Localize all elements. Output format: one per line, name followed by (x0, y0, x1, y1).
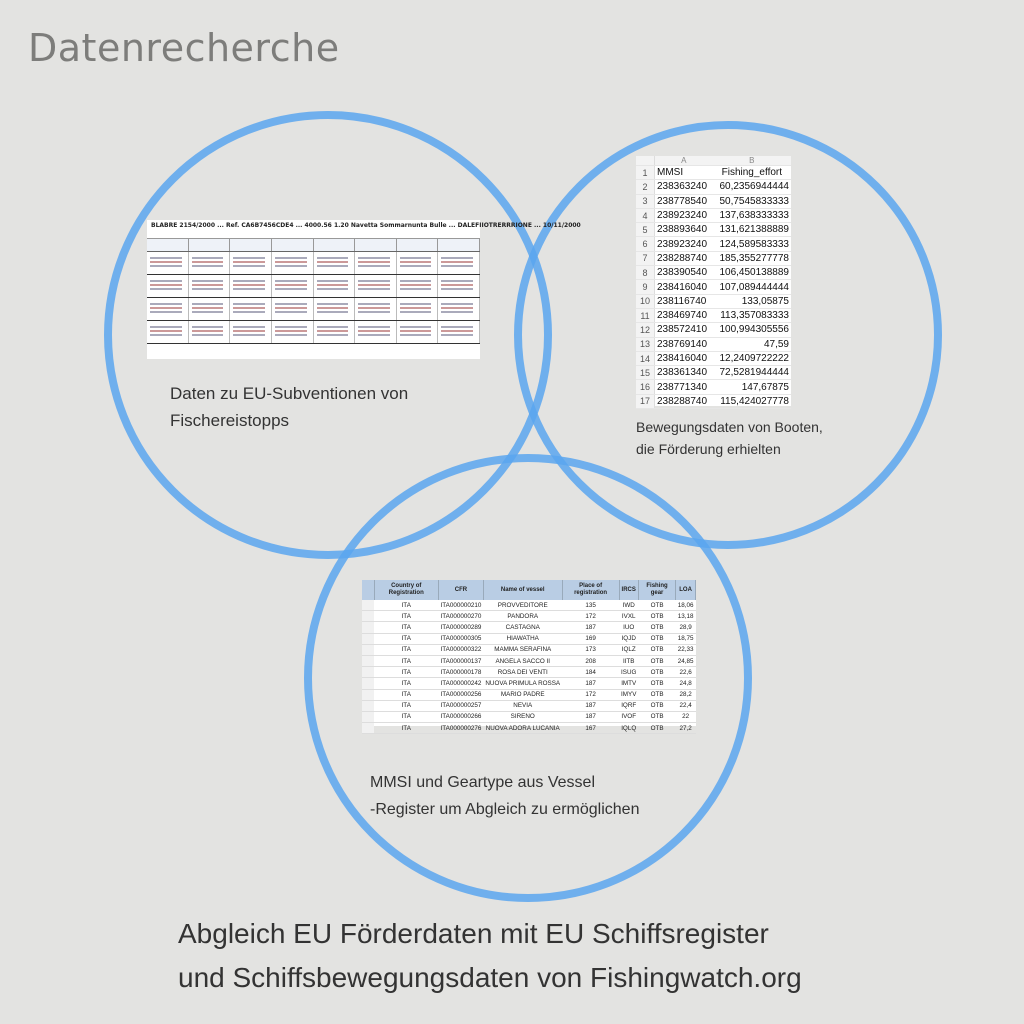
mmsi-cell: 238416040 (655, 280, 713, 294)
row-number: 3 (636, 194, 655, 208)
mmsi-cell: 238923240 (655, 208, 713, 222)
register-cell: ITA000000276 (438, 723, 483, 734)
mmsi-row (636, 194, 791, 208)
mmsi-cell: 238893640 (655, 223, 713, 237)
mmsi-row (636, 380, 791, 394)
register-cell: 135 (562, 600, 619, 611)
register-cell: 167 (562, 723, 619, 734)
register-cell: ANGELA SACCO II (483, 655, 562, 666)
row-marker (362, 700, 374, 711)
register-cell: ITA (374, 667, 438, 678)
mmsi-row (636, 208, 791, 222)
register-cell: 169 (562, 633, 619, 644)
subsidy-spreadsheet (147, 220, 581, 359)
register-cell: MAMMA SERAFINA (483, 644, 562, 655)
caption-register (370, 769, 710, 823)
register-cell: ROSA DEI VENTI (483, 667, 562, 678)
register-cell: 22,6 (676, 667, 696, 678)
register-header: LOA (676, 580, 696, 600)
register-cell: OTB (638, 711, 675, 722)
register-cell: 22,33 (676, 644, 696, 655)
effort-cell: 106,450138889 (713, 266, 791, 280)
caption-subsidies-line2: Fischereistopps (170, 411, 290, 430)
row-number: 4 (636, 208, 655, 222)
register-cell: ITA000000178 (438, 667, 483, 678)
register-cell: ITA (374, 723, 438, 734)
register-cell: ITA000000137 (438, 655, 483, 666)
effort-cell: 137,638333333 (713, 208, 791, 222)
vessel-register-spreadsheet (362, 580, 696, 732)
register-cell: 187 (562, 700, 619, 711)
register-header: Name of vessel (483, 580, 562, 600)
register-cell: ITA000000289 (438, 622, 483, 633)
row-marker (362, 667, 374, 678)
subsidy-sheet-header: BLABRE 2154/2000 ... Ref. CA6B7456CDE4 ... 4000.56 1.20 Navetta Sommarnunta Bulle ... DALEFIIOTRERRRIONE ... 10/11/2000 (147, 220, 480, 239)
register-row (362, 723, 696, 734)
register-cell: NUOVA PRIMULA ROSSA (483, 678, 562, 689)
register-row (362, 678, 696, 689)
caption-movement-line1: Bewegungsdaten von Booten, (636, 419, 823, 435)
register-row (362, 600, 696, 611)
row-marker (362, 622, 374, 633)
page-title: Datenrecherche (28, 26, 340, 70)
mmsi-header-row: 1 MMSI Fishing_effort (636, 166, 791, 180)
caption-subsidies (170, 380, 470, 434)
mmsi-cell: 238769140 (655, 337, 713, 351)
effort-cell: 12,2409722222 (713, 351, 791, 365)
register-header: Place of registration (562, 580, 619, 600)
register-cell: 187 (562, 678, 619, 689)
row-number: 6 (636, 237, 655, 251)
row-marker (362, 633, 374, 644)
caption-register-line1: MMSI und Geartype aus Vessel (370, 774, 595, 791)
effort-cell: 115,424027778 (713, 394, 791, 408)
register-cell: IMYV (619, 689, 638, 700)
row-number: 14 (636, 351, 655, 365)
effort-cell: 100,994305556 (713, 323, 791, 337)
register-row (362, 655, 696, 666)
effort-cell: 131,621388889 (713, 223, 791, 237)
register-cell: 187 (562, 622, 619, 633)
register-cell: IVOF (619, 711, 638, 722)
register-cell: IWD (619, 600, 638, 611)
effort-cell: 185,355277778 (713, 251, 791, 265)
register-header-row (362, 580, 696, 600)
register-cell: ITA000000266 (438, 711, 483, 722)
register-cell: ITA (374, 711, 438, 722)
mmsi-row (636, 308, 791, 322)
register-cell: PROVVEDITORE (483, 600, 562, 611)
mmsi-row (636, 237, 791, 251)
mmsi-cell: 238116740 (655, 294, 713, 308)
register-row (362, 633, 696, 644)
register-cell: ITA (374, 644, 438, 655)
row-marker (362, 711, 374, 722)
mmsi-row (636, 294, 791, 308)
effort-cell: 133,05875 (713, 294, 791, 308)
subsidy-row (147, 252, 480, 275)
register-cell: OTB (638, 723, 675, 734)
register-cell: OTB (638, 678, 675, 689)
register-cell: 24,8 (676, 678, 696, 689)
register-cell: 208 (562, 655, 619, 666)
caption-movement (636, 416, 866, 460)
row-number: 17 (636, 394, 655, 408)
effort-cell: 107,089444444 (713, 280, 791, 294)
register-header: Fishing gear (638, 580, 675, 600)
mmsi-row (636, 351, 791, 365)
register-cell: 28,9 (676, 622, 696, 633)
register-cell: ITA000000210 (438, 600, 483, 611)
register-row (362, 611, 696, 622)
subsidy-row (147, 298, 480, 321)
row-marker (362, 655, 374, 666)
register-cell: IQRF (619, 700, 638, 711)
column-letter: A (655, 156, 713, 166)
register-cell: ITA (374, 678, 438, 689)
row-number: 13 (636, 337, 655, 351)
effort-header: Fishing_effort (713, 166, 791, 180)
register-row (362, 700, 696, 711)
register-cell: NUOVA ADORA LUCANIA (483, 723, 562, 734)
register-cell: IVXL (619, 611, 638, 622)
row-number: 8 (636, 266, 655, 280)
mmsi-cell: 238778540 (655, 194, 713, 208)
register-cell: NEVIA (483, 700, 562, 711)
mmsi-cell: 238288740 (655, 251, 713, 265)
register-row (362, 644, 696, 655)
register-cell: 173 (562, 644, 619, 655)
register-cell: ITA (374, 655, 438, 666)
effort-cell: 47,59 (713, 337, 791, 351)
register-cell: 172 (562, 611, 619, 622)
register-cell: ISUG (619, 667, 638, 678)
register-cell: ITA000000256 (438, 689, 483, 700)
mmsi-cell: 238469740 (655, 308, 713, 322)
register-cell: 172 (562, 689, 619, 700)
register-cell: OTB (638, 689, 675, 700)
register-cell: ITA000000322 (438, 644, 483, 655)
register-cell: CASTAGNA (483, 622, 562, 633)
mmsi-cell: 238361340 (655, 366, 713, 380)
row-number: 7 (636, 251, 655, 265)
register-row (362, 711, 696, 722)
effort-cell: 113,357083333 (713, 308, 791, 322)
register-row (362, 622, 696, 633)
row-number: 9 (636, 280, 655, 294)
register-cell: 184 (562, 667, 619, 678)
mmsi-cell: 238771340 (655, 380, 713, 394)
mmsi-spreadsheet (636, 156, 791, 406)
register-cell: 18,75 (676, 633, 696, 644)
register-cell: OTB (638, 700, 675, 711)
mmsi-row (636, 180, 791, 194)
mmsi-row (636, 323, 791, 337)
row-marker (362, 723, 374, 734)
register-cell: IQLQ (619, 723, 638, 734)
register-cell: 24,85 (676, 655, 696, 666)
register-row (362, 689, 696, 700)
register-cell: ITA (374, 622, 438, 633)
register-cell: ITA (374, 600, 438, 611)
row-number: 5 (636, 223, 655, 237)
register-cell: HIAWATHA (483, 633, 562, 644)
register-cell: IQLZ (619, 644, 638, 655)
register-cell: ITA000000270 (438, 611, 483, 622)
register-cell: 27,2 (676, 723, 696, 734)
register-cell: ITA (374, 633, 438, 644)
row-number: 16 (636, 380, 655, 394)
mmsi-row (636, 337, 791, 351)
mmsi-row (636, 266, 791, 280)
row-number: 10 (636, 294, 655, 308)
register-cell: 22 (676, 711, 696, 722)
register-cell: PANDORA (483, 611, 562, 622)
subsidy-column-headers (147, 239, 480, 252)
register-row (362, 667, 696, 678)
column-letter: B (713, 156, 791, 166)
register-header: IRCS (619, 580, 638, 600)
register-cell: ITA000000305 (438, 633, 483, 644)
register-cell: OTB (638, 644, 675, 655)
mmsi-row (636, 394, 791, 408)
mmsi-cell: 238363240 (655, 180, 713, 194)
caption-movement-line2: die Förderung erhielten (636, 441, 781, 457)
mmsi-cell: 238416040 (655, 351, 713, 365)
caption-subsidies-line1: Daten zu EU-Subventionen von (170, 384, 409, 403)
subsidy-row (147, 275, 480, 298)
subsidy-row (147, 321, 480, 344)
mmsi-column-letters (636, 156, 791, 166)
register-cell: IUO (619, 622, 638, 633)
mmsi-row (636, 280, 791, 294)
footer-line1: Abgleich EU Förderdaten mit EU Schiffsregister (178, 918, 769, 949)
register-cell: OTB (638, 667, 675, 678)
register-cell: OTB (638, 611, 675, 622)
mmsi-cell: 238390540 (655, 266, 713, 280)
mmsi-row (636, 223, 791, 237)
register-cell: ITA (374, 611, 438, 622)
effort-cell: 124,589583333 (713, 237, 791, 251)
register-cell: 13,18 (676, 611, 696, 622)
register-cell: ITA (374, 689, 438, 700)
register-cell: ITA000000257 (438, 700, 483, 711)
register-header: CFR (438, 580, 483, 600)
row-marker (362, 644, 374, 655)
register-header: Country of Registration (374, 580, 438, 600)
register-cell: IMTV (619, 678, 638, 689)
row-number: 11 (636, 308, 655, 322)
register-cell: 187 (562, 711, 619, 722)
register-cell: ITA000000242 (438, 678, 483, 689)
footer-line2: und Schiffsbewegungsdaten von Fishingwatch.org (178, 962, 802, 993)
mmsi-cell: 238288740 (655, 394, 713, 408)
register-cell: OTB (638, 622, 675, 633)
effort-cell: 60,2356944444 (713, 180, 791, 194)
register-cell: ITA (374, 700, 438, 711)
effort-cell: 147,67875 (713, 380, 791, 394)
register-cell: OTB (638, 600, 675, 611)
register-cell: MARIO PADRE (483, 689, 562, 700)
row-number: 2 (636, 180, 655, 194)
row-marker (362, 689, 374, 700)
register-cell: IITB (619, 655, 638, 666)
effort-cell: 50,7545833333 (713, 194, 791, 208)
register-cell: OTB (638, 633, 675, 644)
register-cell: 22,4 (676, 700, 696, 711)
mmsi-cell: 238572410 (655, 323, 713, 337)
row-marker (362, 611, 374, 622)
caption-register-line2: -Register um Abgleich zu ermöglichen (370, 801, 640, 818)
row-marker (362, 600, 374, 611)
register-cell: OTB (638, 655, 675, 666)
row-marker (362, 678, 374, 689)
register-cell: 28,2 (676, 689, 696, 700)
register-cell: SIRENO (483, 711, 562, 722)
mmsi-cell: 238923240 (655, 237, 713, 251)
row-number: 12 (636, 323, 655, 337)
mmsi-header: MMSI (655, 166, 713, 180)
row-number: 15 (636, 366, 655, 380)
mmsi-row (636, 251, 791, 265)
register-cell: IQJD (619, 633, 638, 644)
effort-cell: 72,5281944444 (713, 366, 791, 380)
mmsi-row (636, 366, 791, 380)
register-cell: 18,06 (676, 600, 696, 611)
footer-text (178, 912, 802, 1000)
